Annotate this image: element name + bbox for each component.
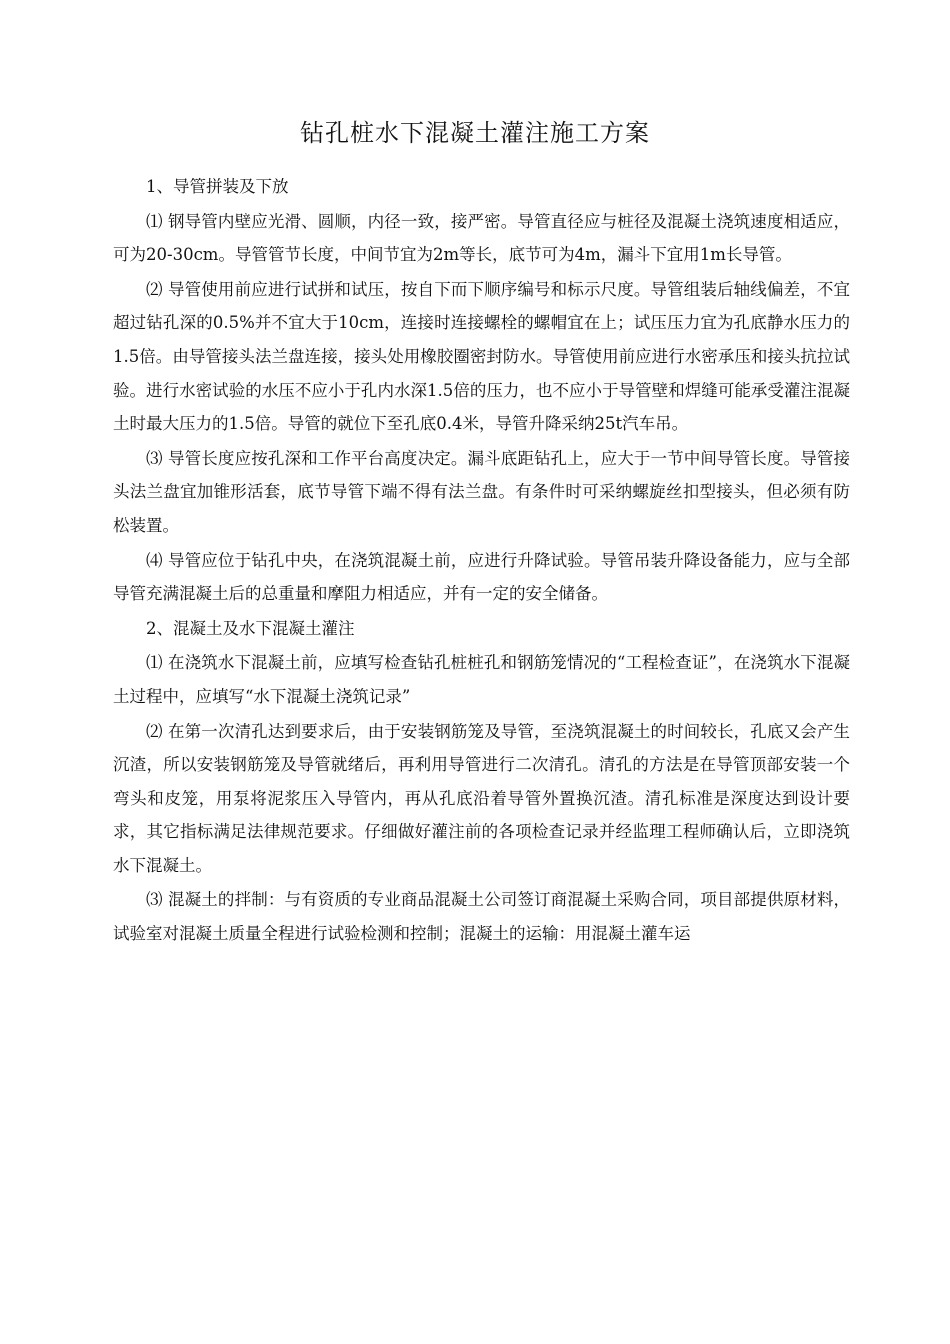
paragraph: ⑵ 导管使用前应进行试拼和试压，按自下而下顺序编号和标示尺度。导管组装后轴线偏差，不宜超过钻孔深的0.5%并不宜大于10cm，连接时连接螺栓的螺帽宜在上；试压压力宜为孔底静水压力的1.5倍。由导管接头法兰盘连接，接头处用橡胶圈密封防水。导管使用前应进行水密承压和接头抗拉试验。进行水密试验的水压不应小于孔内水深1.5倍的压力，也不应小于导管壁和焊缝可能承受灌注混凝土时最大压力的1.5倍。导管的就位下至孔底0.4米，导管升降采纳25t汽车吊。 [113, 279, 850, 434]
paragraph: ⑴ 在浇筑水下混凝土前，应填写检查钻孔桩桩孔和钢筋笼情况的“工程检查证”，在浇筑水下混凝土过程中，应填写“水下混凝土浇筑记录” [113, 653, 850, 706]
section-heading-2: 2、混凝土及水下混凝土灌注 [146, 618, 355, 638]
paragraph: ⑷ 导管应位于钻孔中央，在浇筑混凝土前，应进行升降试验。导管吊装升降设备能力，应与全部导管充满混凝土后的总重量和摩阻力相适应，并有一定的安全储备。 [113, 550, 850, 604]
paragraph: ⑶ 导管长度应按孔深和工作平台高度决定。漏斗底距钻孔上，应大于一节中间导管长度。导管接头法兰盘宜加锥形活套，底节导管下端不得有法兰盘。有条件时可采纳螺旋丝扣型接头，但必须有防松装置。 [113, 448, 850, 535]
document-body [113, 170, 850, 952]
paragraph: ⑴ 钢导管内壁应光滑、圆顺，内径一致，接严密。导管直径应与桩径及混凝土浇筑速度相适应，可为20-30cm。导管管节长度，中间节宜为2m等长，底节可为4m，漏斗下宜用1m长导管。 [113, 211, 850, 265]
paragraph: ⑶ 混凝土的拌制：与有资质的专业商品混凝土公司签订商混凝土采购合同，项目部提供原材料，试验室对混凝土质量全程进行试验检测和控制；混凝土的运输：用混凝土灌车运 [113, 890, 850, 944]
document-title: 钻孔桩水下混凝土灌注施工方案 [300, 119, 650, 147]
paragraph: ⑵ 在第一次清孔达到要求后，由于安装钢筋笼及导管，至浇筑混凝土的时间较长，孔底又会产生沉渣，所以安装钢筋笼及导管就绪后，再利用导管进行二次清孔。清孔的方法是在导管顶部安装一个弯头和皮笼，用泵将泥浆压入导管内，再从孔底沿着导管外置换沉渣。清孔标准是深度达到设计要求，其它指标满足法律规范要求。仔细做好灌注前的各项检查记录并经监理工程师确认后，立即浇筑水下混凝土。 [113, 721, 850, 875]
section-heading-1: 1、导管拼装及下放 [146, 177, 289, 196]
